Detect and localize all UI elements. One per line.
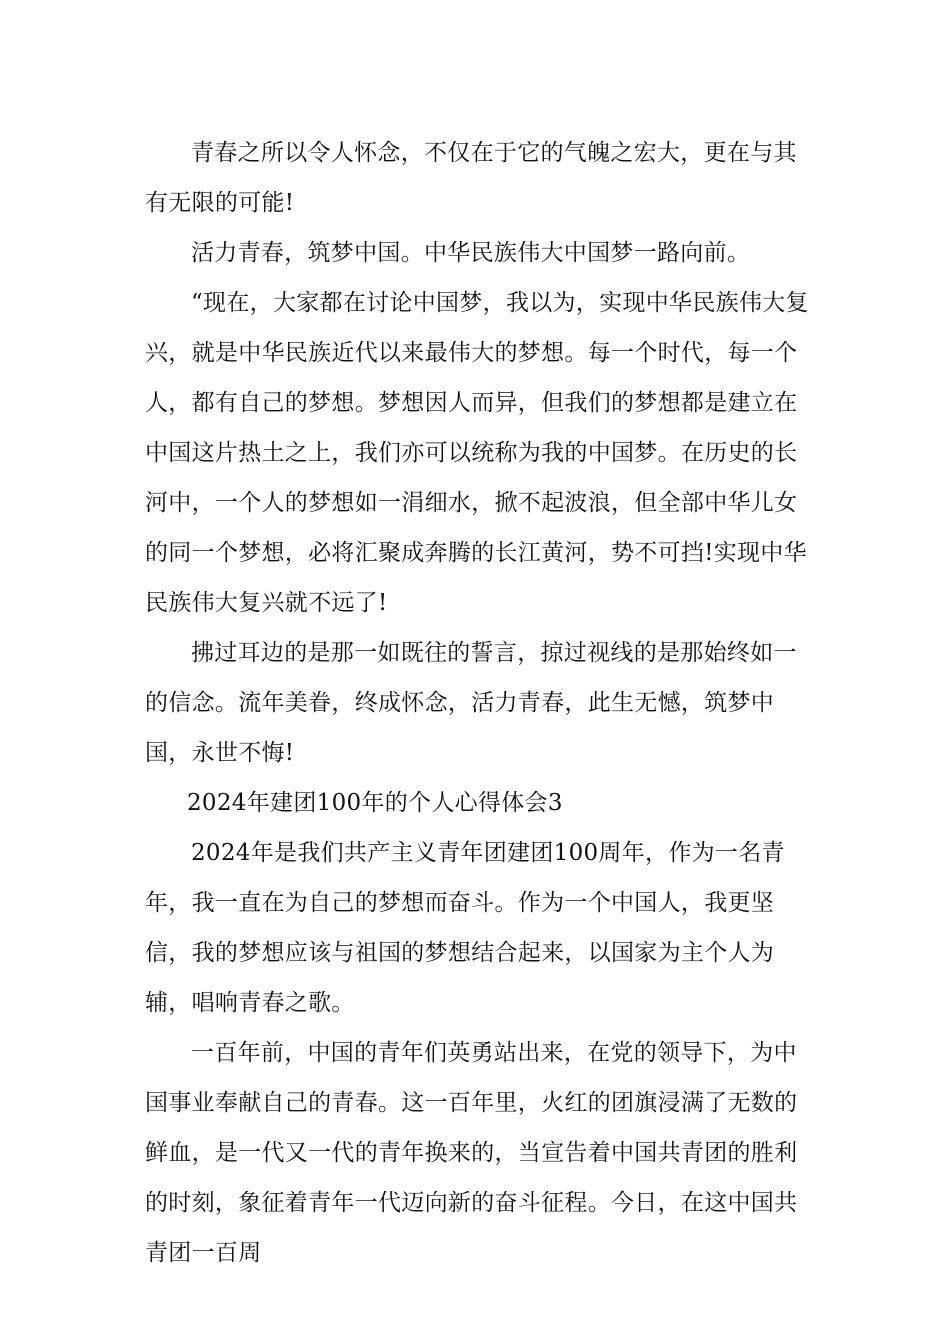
paragraph-centennial: 2024年是我们共产主义青年团建团100周年，作为一名青年，我一直在为自己的梦想而奋斗。作为一个中国人，我更坚信，我的梦想应该与祖国的梦想结合起来，以国家为主个人为辅，唱响青春之歌。 xyxy=(145,840,785,1016)
paragraph-vibrant-youth: 活力青春，筑梦中国。中华民族伟大中国梦一路向前。 xyxy=(191,240,751,266)
document-body xyxy=(145,128,815,1278)
paragraph-china-dream-quote: “现在，大家都在讨论中国梦，我以为，实现中华民族伟大复兴，就是中华民族近代以来最伟大的梦想。每一个时代，每一个人，都有自己的梦想。梦想因人而异，但我们的梦想都是建立在中国这片热土之上，我们亦可以统称为我的中国梦。在历史的长河中，一个人的梦想如一涓细水，掀不起波浪，但全部中华儿女的同一个梦想，必将汇聚成奔腾的长江黄河，势不可挡!实现中华民族伟大复兴就不远了! xyxy=(145,290,809,616)
paragraph-hundred-years-ago: 一百年前，中国的青年们英勇站出来，在党的领导下，为中国事业奉献自己的青春。这一百年里，火红的团旗浸满了无数的鲜血，是一代又一代的青年换来的，当宣告着中国共青团的胜利的时刻，象征着青年一代迈向新的奋斗征程。今日，在这中国共青团一百周 xyxy=(145,1040,798,1266)
paragraph-youth-memory: 青春之所以令人怀念，不仅在于它的气魄之宏大，更在与其有无限的可能! xyxy=(145,140,797,216)
paragraph-oath: 拂过耳边的是那一如既往的誓言，掠过视线的是那始终如一的信念。流年美眷，终成怀念，活力青春，此生无憾，筑梦中国，永世不悔! xyxy=(145,640,797,766)
section-heading: 2024年建团100年的个人心得体会3 xyxy=(187,790,563,816)
